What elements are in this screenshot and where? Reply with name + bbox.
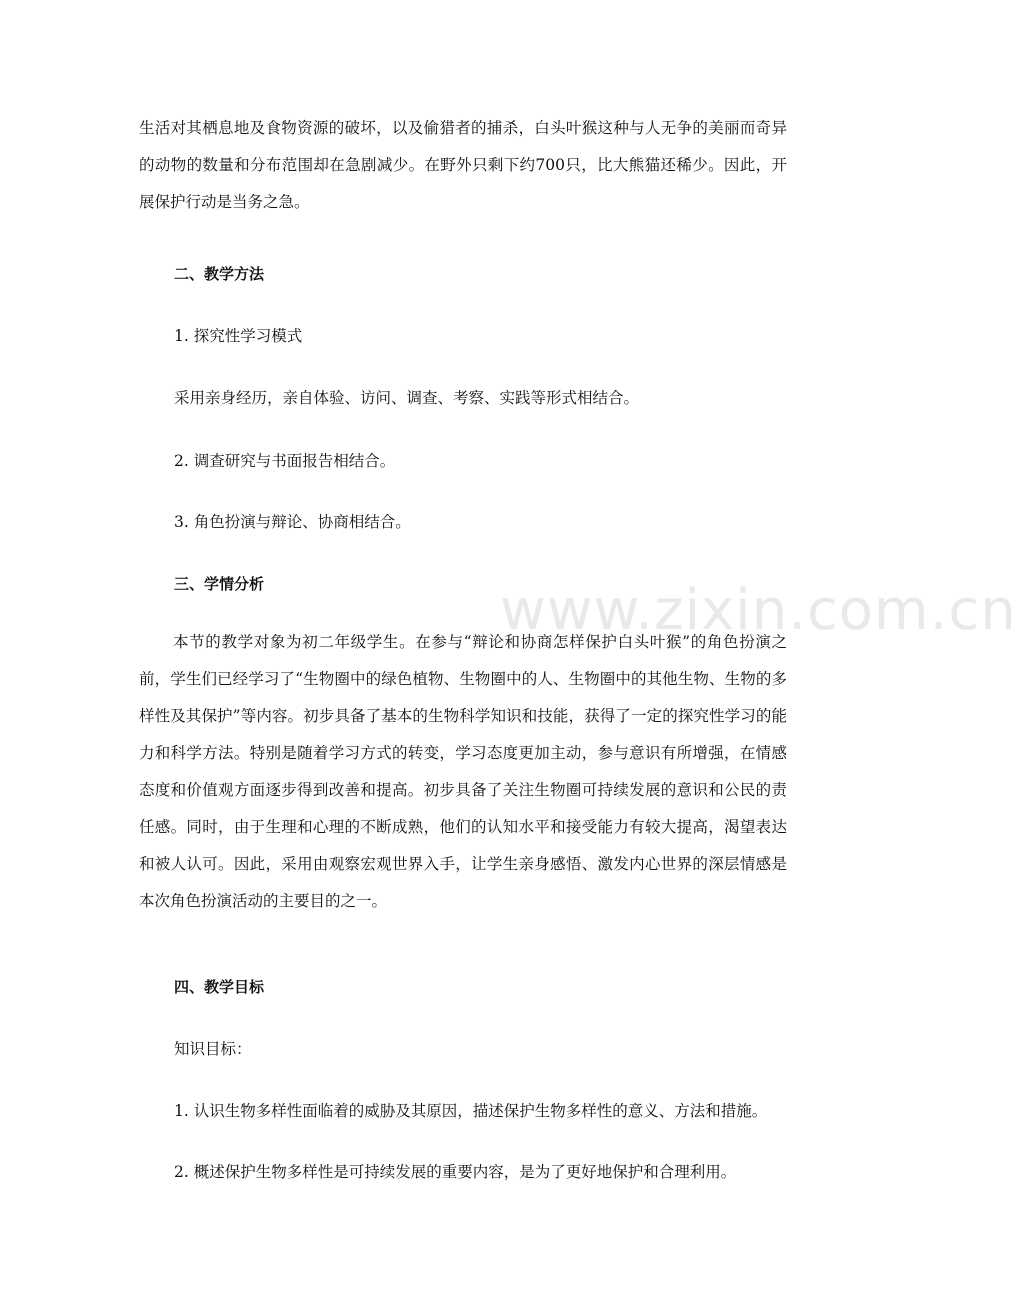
- method-item-1-detail: 采用亲身经历，亲自体验、访问、调查、考察、实践等形式相结合。: [174, 389, 640, 407]
- student-analysis-paragraph: 本节的教学对象为初二年级学生。在参与“辩论和协商怎样保护白头叶猴”的角色扮演之前，学生们已经学习了“生物圈中的绿色植物、生物圈中的人、生物圈中的其他生物、生物的多样性及其保护”等内容。初步具备了基本的生物科学知识和技能，获得了一定的探究性学习的能力和科学方法。特别是随着学习方式的转变，学习态度更加主动，参与意识有所增强，在情感态度和价值观方面逐步得到改善和提高。初步具备了关注生物圈可持续发展的意识和公民的责任感。同时，由于生理和心理的不断成熟，他们的认知水平和接受能力有较大提高，渴望表达和被人认可。因此，采用由观察宏观世界入手，让学生亲身感悟、激发内心世界的深层情感是本次角色扮演活动的主要目的之一。: [139, 633, 787, 910]
- method-item-1: 1. 探究性学习模式: [174, 327, 303, 345]
- section-heading-teaching-objectives: 四、教学目标: [174, 978, 265, 996]
- knowledge-objectives-label: 知识目标：: [174, 1040, 252, 1058]
- method-item-2: 2. 调查研究与书面报告相结合。: [174, 452, 396, 470]
- watermark: www.zixin.com.cn: [500, 578, 1017, 643]
- objective-item-1: 1. 认识生物多样性面临着的威胁及其原因，描述保护生物多样性的意义、方法和措施。: [174, 1102, 768, 1120]
- method-item-3: 3. 角色扮演与辩论、协商相结合。: [174, 513, 411, 531]
- intro-paragraph: 生活对其栖息地及食物资源的破坏，以及偷猎者的捕杀，白头叶猴这种与人无争的美丽而奇异的动物的数量和分布范围却在急剧减少。在野外只剩下约700只，比大熊猫还稀少。因此，开展保护行动是当务之急。: [139, 119, 787, 211]
- section-heading-teaching-methods: 二、教学方法: [174, 265, 265, 283]
- section-heading-student-analysis: 三、学情分析: [174, 575, 265, 593]
- objective-item-2: 2. 概述保护生物多样性是可持续发展的重要内容，是为了更好地保护和合理利用。: [174, 1163, 737, 1181]
